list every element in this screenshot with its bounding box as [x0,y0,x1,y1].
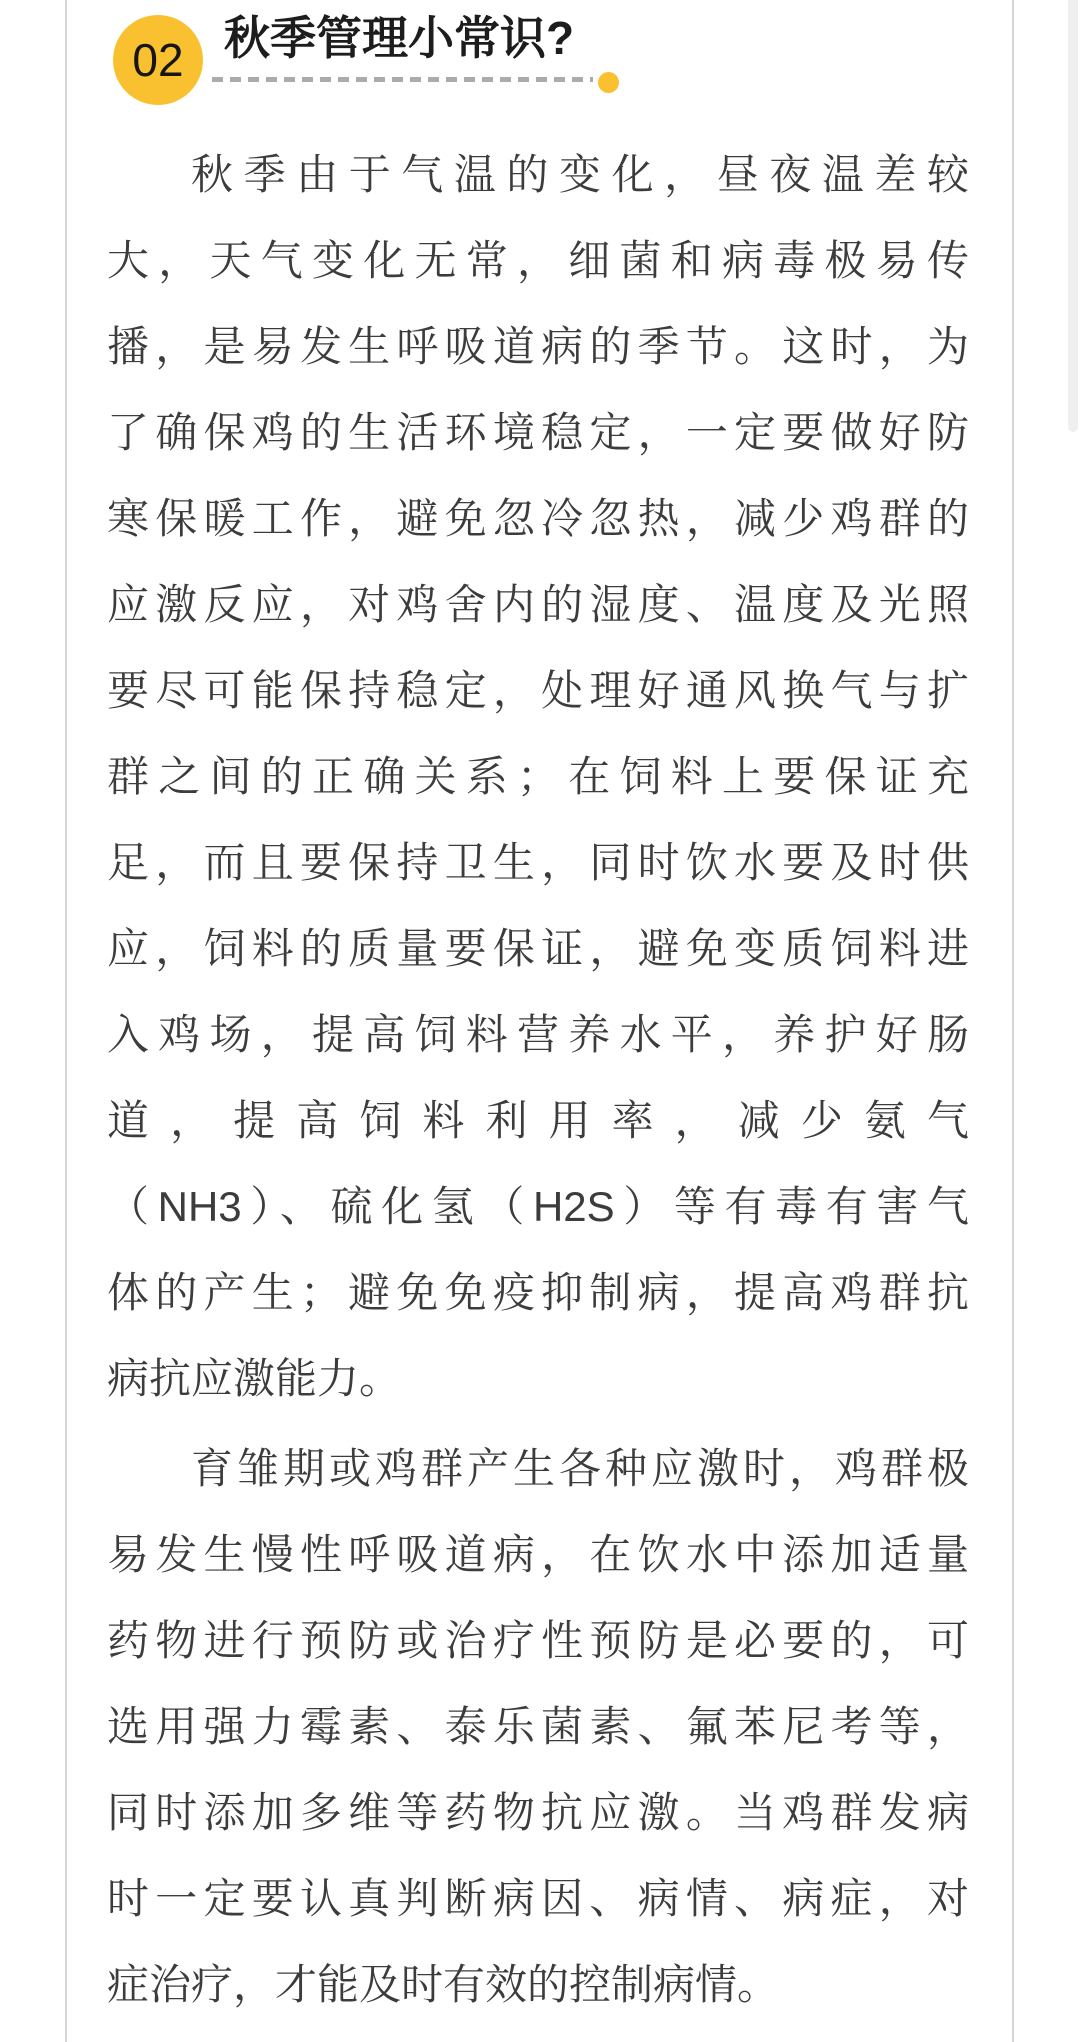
dashed-divider [212,77,593,82]
paragraph [107,1426,969,2028]
text-line: 入鸡场，提高饲料营养水平，养护好肠 [107,1011,969,1058]
text-line: 要尽可能保持稳定，处理好通风换气与扩 [107,667,969,714]
scrollbar-thumb[interactable] [1068,0,1078,432]
text-line: 病抗应激能力。 [107,1355,402,1402]
card-left-border [65,0,67,2042]
text-line: 应激反应，对鸡舍内的湿度、温度及光照 [107,581,969,628]
text-line: 大，天气变化无常，细菌和病毒极易传 [107,237,969,284]
section-title: 秋季管理小常识? [224,12,575,64]
text-line: 体的产生；避免免疫抑制病，提高鸡群抗 [107,1269,969,1316]
text-line: 应，饲料的质量要保证，避免变质饲料进 [107,925,969,972]
text-line: 育雏期或鸡群产生各种应激时，鸡群极 [191,1445,969,1492]
section-number-badge [113,15,203,105]
text-line: 药物进行预防或治疗性预防是必要的，可 [107,1617,969,1664]
text-line: 寒保暖工作，避免忽冷忽热，减少鸡群的 [107,495,969,542]
text-line: 道，提高饲料利用率，减少氨气 [107,1097,969,1144]
text-line: 同时添加多维等药物抗应激。当鸡群发病 [107,1789,969,1836]
text-line: （NH3）、硫化氢（H2S）等有毒有害气 [107,1183,969,1230]
text-line: 易发生慢性呼吸道病，在饮水中添加适量 [107,1531,969,1578]
text-line: 播，是易发生呼吸道病的季节。这时，为 [107,323,969,370]
divider-end-dot-icon [598,72,619,93]
text-line: 选用强力霉素、泰乐菌素、氟苯尼考等， [107,1703,969,1750]
text-line: 群之间的正确关系；在饲料上要保证充 [107,753,969,800]
article-body [107,132,969,2028]
card-right-border [1012,0,1014,2042]
text-line: 症治疗，才能及时有效的控制病情。 [107,1961,780,2008]
text-line: 时一定要认真判断病因、病情、病症，对 [107,1875,969,1922]
paragraph [107,132,969,1422]
text-line: 了确保鸡的生活环境稳定，一定要做好防 [107,409,969,456]
section-number: 02 [132,34,184,86]
text-line: 秋季由于气温的变化，昼夜温差较 [191,151,969,198]
text-line: 足，而且要保持卫生，同时饮水要及时供 [107,839,969,886]
